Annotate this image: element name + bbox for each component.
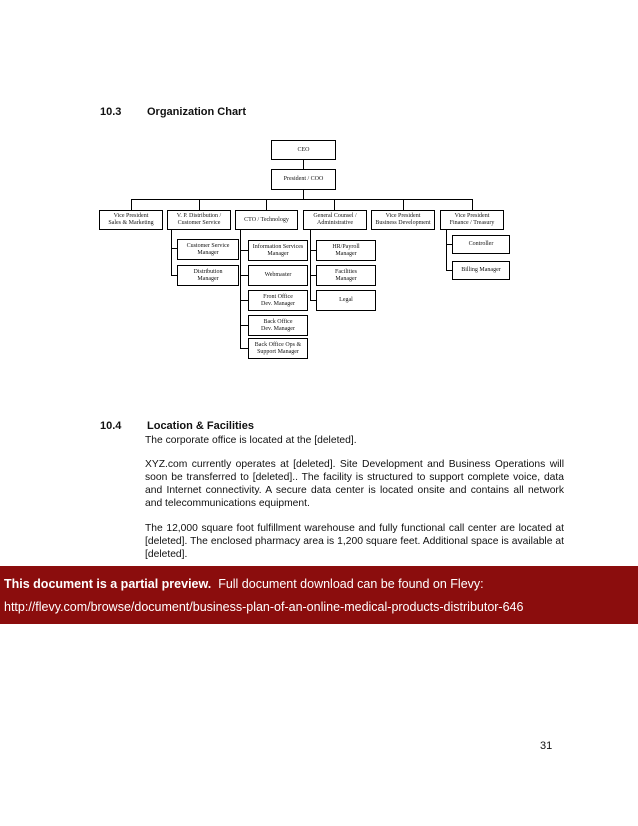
org-box-customer-service-manager: Customer Service Manager — [177, 239, 239, 260]
org-box-legal: Legal — [316, 290, 376, 311]
org-box-info-services-manager: Information Services Manager — [248, 240, 308, 261]
banner-url-link[interactable]: http://flevy.com/browse/document/business-plan-of-an-online-medical-products-distributor-646 — [4, 600, 524, 614]
org-box-front-office-manager: Front Office Dev. Manager — [248, 290, 308, 311]
section-body — [145, 434, 564, 561]
section-number: 10.3 — [100, 106, 122, 118]
org-box-webmaster: Webmaster — [248, 265, 308, 286]
org-box-president: President / COO — [271, 169, 336, 190]
paragraph: The 12,000 square foot fulfillment warehouse and fully functional call center are located at [deleted]. The enclosed pharmacy area is 1,200 square feet. Additional space is available at [deleted]. — [145, 523, 564, 560]
org-box-general-counsel: General Counsel / Administrative — [303, 210, 367, 230]
org-box-cto: CTO / Technology — [235, 210, 298, 230]
org-box-facilities-manager: Facilities Manager — [316, 265, 376, 286]
org-box-distribution-manager: Distribution Manager — [177, 265, 239, 286]
section-title: Organization Chart — [147, 106, 247, 118]
org-box-vp-finance: Vice President Finance / Treasury — [440, 210, 504, 230]
section-number: 10.4 — [100, 420, 122, 432]
section-title: Location & Facilities — [147, 420, 254, 432]
banner-bold-text: This document is a partial preview. — [4, 577, 212, 591]
org-box-controller: Controller — [452, 235, 510, 254]
org-box-billing-manager: Billing Manager — [452, 261, 510, 280]
banner-message — [4, 577, 484, 591]
preview-banner — [0, 566, 638, 624]
paragraph: XYZ.com currently operates at [deleted]. Site Development and Business Operations will soon be transferred to [deleted].. The facility is structured to support complete voice, data and Internet connectivity. A secure data center is located onsite and contains all network and telecommunications equipment. — [145, 459, 564, 509]
page-number: 31 — [540, 740, 553, 752]
paragraph: The corporate office is located at the [deleted]. — [145, 435, 357, 446]
org-box-hr-payroll-manager: HR/Payroll Manager — [316, 240, 376, 261]
org-box-vp-bizdev: Vice President Business Development — [371, 210, 435, 230]
banner-text: Full document download can be found on Flevy: — [218, 577, 484, 591]
org-box-back-office-ops-manager: Back Office Ops & Support Manager — [248, 338, 308, 359]
org-box-back-office-manager: Back Office Dev. Manager — [248, 315, 308, 336]
org-box-ceo: CEO — [271, 140, 336, 160]
org-box-vp-distribution: V. P. Distribution / Customer Service — [167, 210, 231, 230]
org-box-vp-sales: Vice President Sales & Marketing — [99, 210, 163, 230]
